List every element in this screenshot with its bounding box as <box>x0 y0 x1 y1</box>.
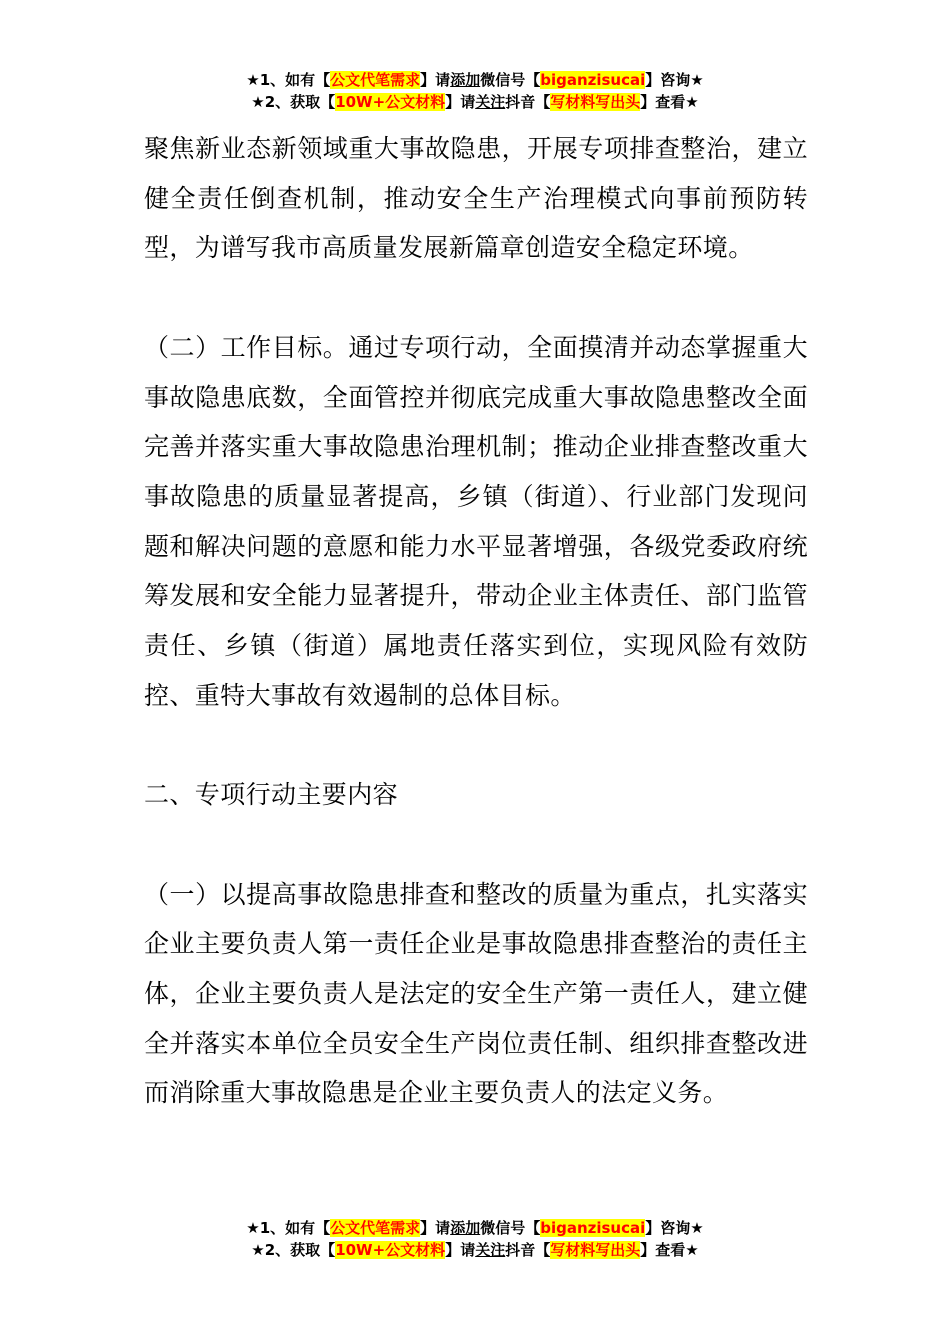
promo-text: 微信号【 <box>480 71 541 89</box>
underlined-text: 添加 <box>450 1219 481 1237</box>
promo-line-1 <box>0 69 950 91</box>
promo-text: ★2、获取【 <box>251 93 336 111</box>
promo-text: 抖音【 <box>505 1241 551 1259</box>
highlighted-service: 公文代笔需求 <box>330 71 421 89</box>
promo-text: 】请 <box>445 93 476 111</box>
section-heading: 二、专项行动主要内容 <box>144 780 399 810</box>
promo-text: 】查看★ <box>640 1241 699 1259</box>
promo-text: 微信号【 <box>480 1219 541 1237</box>
promo-text: 】请 <box>420 1219 451 1237</box>
promo-line-2 <box>0 91 950 113</box>
highlighted-material: 10W+公文材料 <box>335 1241 446 1259</box>
promo-text: ★2、获取【 <box>251 1241 336 1259</box>
promo-text: 】咨询★ <box>645 1219 704 1237</box>
wechat-id: biganzisucai <box>540 71 646 89</box>
highlighted-material: 10W+公文材料 <box>335 93 446 111</box>
promo-banner-bottom <box>0 1217 950 1261</box>
promo-line-1 <box>0 1217 950 1239</box>
paragraph-intro-continued: 聚焦新业态新领域重大事故隐患，开展专项排查整治，建立健全责任倒查机制，推动安全生产治理模式向事前预防转型，为谱写我市高质量发展新篇章创造安全稳定环境。 <box>144 134 808 263</box>
paragraph-work-goals: （二）工作目标。通过专项行动，全面摸清并动态掌握重大事故隐患底数，全面管控并彻底完成重大事故隐患整改全面完善并落实重大事故隐患治理机制；推动企业排查整改重大事故隐患的质量显著提高，乡镇（街道）、行业部门发现问题和解决问题的意愿和能力水平显著增强，各级党委政府统筹发展和安全能力显著提升，带动企业主体责任、部门监管责任、乡镇（街道）属地责任落实到位，实现风险有效防控、重特大事故有效遏制的总体目标。 <box>144 332 808 710</box>
underlined-text: 关注 <box>475 93 506 111</box>
douyin-account: 写材料写出头 <box>550 93 641 111</box>
paragraph-main-content: （一）以提高事故隐患排查和整改的质量为重点，扎实落实企业主要负责人第一责任企业是事故隐患排查整治的责任主体，企业主要负责人是法定的安全生产第一责任人，建立健全并落实本单位全员安全生产岗位责任制、组织排查整改进而消除重大事故隐患是企业主要负责人的法定义务。 <box>144 879 808 1108</box>
promo-text: ★1、如有【 <box>246 1219 331 1237</box>
promo-text: 】请 <box>445 1241 476 1259</box>
underlined-text: 关注 <box>475 1241 506 1259</box>
document-body <box>144 124 808 1168</box>
promo-text: 】请 <box>420 71 451 89</box>
promo-text: 】咨询★ <box>645 71 704 89</box>
wechat-id: biganzisucai <box>540 1219 646 1237</box>
highlighted-service: 公文代笔需求 <box>330 1219 421 1237</box>
douyin-account: 写材料写出头 <box>550 1241 641 1259</box>
promo-line-2 <box>0 1239 950 1261</box>
promo-banner-top <box>0 69 950 113</box>
promo-text: ★1、如有【 <box>246 71 331 89</box>
promo-text: 】查看★ <box>640 93 699 111</box>
underlined-text: 添加 <box>450 71 481 89</box>
promo-text: 抖音【 <box>505 93 551 111</box>
